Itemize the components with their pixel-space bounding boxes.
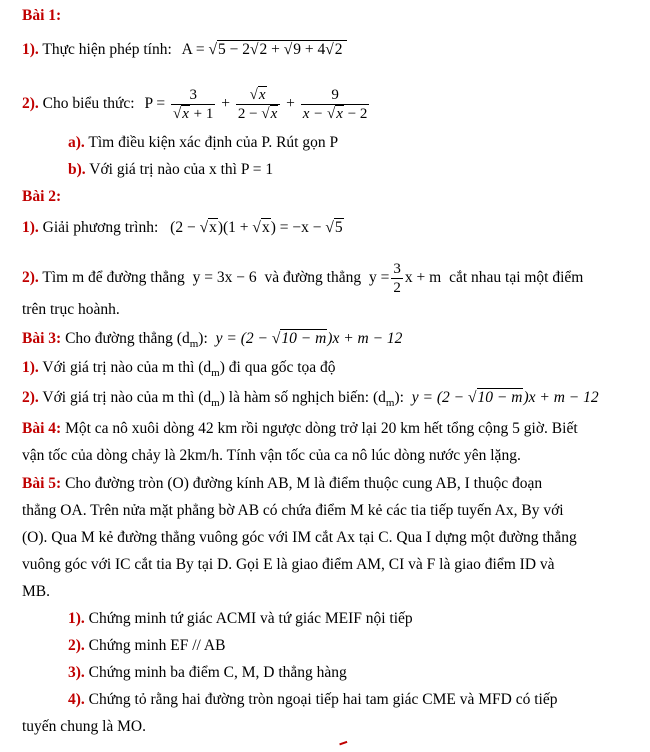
bai4-heading: Bài 4:: [22, 420, 62, 437]
bai5-q1-label: 1).: [68, 610, 85, 627]
bai4-line1: Bài 4: Một ca nô xuôi dòng 42 km rồi ngược dòng trở lại 20 km hết tổng cộng 5 giờ. Biết: [22, 420, 578, 437]
bai5-q1: 1). Chứng minh tứ giác ACMI và tứ giác MEIF nội tiếp: [68, 610, 413, 627]
bai1-q2a-text: Tìm điều kiện xác định của P. Rút gọn P: [88, 134, 339, 151]
bai3-q2-formula: y = (2 − √10 − m)x + m − 12: [411, 389, 599, 406]
bai1-q2-formula: P = $\frac{3}{√x + 1}$ + $\frac{√x}{2 - √x}$ + $\frac{9}{x - √x - 2}$: [144, 87, 368, 122]
bai5-line3: (O). Qua M kẻ đường thẳng vuông góc với IM cắt Ax tại C. Qua I dựng một đường thẳng: [22, 529, 577, 546]
bai1-q2-text: Cho biểu thức:: [42, 95, 135, 113]
bai2-q2-label: 2).: [22, 269, 39, 287]
bai2-q2-line2: trên trục hoành.: [22, 301, 120, 318]
bai5-q3-label: 3).: [68, 664, 85, 681]
bai1-q2: [22, 86, 371, 123]
bai2-heading: Bài 2:: [22, 188, 62, 205]
bai2-q1: [22, 218, 344, 238]
bai5-q4: 4). Chứng tỏ rằng hai đường tròn ngoại tiếp hai tam giác CME và MFD có tiếp: [68, 691, 558, 708]
bai5-q4-line2: tuyến chung là MO.: [22, 718, 146, 735]
bai3-q1-label: 1).: [22, 359, 39, 376]
bai5-q2: 2). Chứng minh EF // AB: [68, 637, 226, 654]
bai5-heading: Bài 5:: [22, 475, 62, 492]
bai1-q2b: [68, 160, 273, 180]
bai5-q4-label: 4).: [68, 691, 85, 708]
bai3-formula: y = (2 − √10 − m)x + m − 12: [215, 330, 403, 347]
bai1-q2a: [68, 133, 338, 153]
bai1-q1-formula: A = √5 − 2√2 + √9 + 4√2: [182, 41, 347, 58]
page-edge-mark: [339, 741, 349, 749]
bai1-q1-label: 1).: [22, 41, 39, 58]
bai2-q1-formula: (2 − √x)(1 + √x) = −x − √5: [170, 219, 343, 236]
bai1-q2b-label: b).: [68, 161, 86, 178]
bai5-q3: 3). Chứng minh ba điểm C, M, D thẳng hàng: [68, 664, 347, 681]
bai4-line2: vận tốc của dòng chảy là 2km/h. Tính vận tốc của ca nô lúc dòng nước yên lặng.: [22, 447, 521, 464]
bai3-intro: Bài 3: Cho đường thẳng $(d_m)$: y = (2 − √10 − m)x + m − 12: [22, 330, 403, 351]
bai5-line2: thẳng OA. Trên nửa mặt phẳng bờ AB có chứa điểm M kẻ các tia tiếp tuyến Ax, By với: [22, 502, 564, 519]
bai1-heading: Bài 1:: [22, 7, 62, 24]
bai1-q1-text: Thực hiện phép tính:: [42, 41, 172, 58]
bai2-q1-label: 1).: [22, 219, 39, 236]
bai1-q1: [22, 40, 347, 60]
bai1-q2a-label: a).: [68, 134, 85, 151]
bai5-line5: MB.: [22, 583, 50, 600]
bai5-line4: vuông góc với IC cắt tia By tại D. Gọi E là giao điểm AM, CI và F là giao điểm ID và: [22, 556, 555, 573]
bai3-heading: Bài 3:: [22, 330, 62, 347]
bai3-q2-label: 2).: [22, 389, 39, 406]
bai2-q1-text: Giải phương trình:: [42, 219, 159, 236]
bai3-q1: 1). Với giá trị nào của m thì $(d_m)$ đi qua gốc tọa độ: [22, 359, 336, 380]
bai2-q2: 2). Tìm m để đường thẳng y = 3x − 6 và đường thẳng y = $\frac{3}{2}$ x + m cắt nhau tại một điểm: [22, 261, 584, 296]
bai5-q2-label: 2).: [68, 637, 85, 654]
bai5-line1: Bài 5: Cho đường tròn (O) đường kính AB, M là điểm thuộc cung AB, I thuộc đoạn: [22, 475, 543, 492]
bai1-q2-label: 2).: [22, 95, 39, 113]
bai3-q2: 2). Với giá trị nào của m thì $(d_m)$ là hàm số nghịch biến: $(d_m)$: y = (2 − √10 − m)x + m − 12: [22, 389, 599, 410]
bai1-q2b-text: Với giá trị nào của x thì P = 1: [89, 161, 274, 178]
